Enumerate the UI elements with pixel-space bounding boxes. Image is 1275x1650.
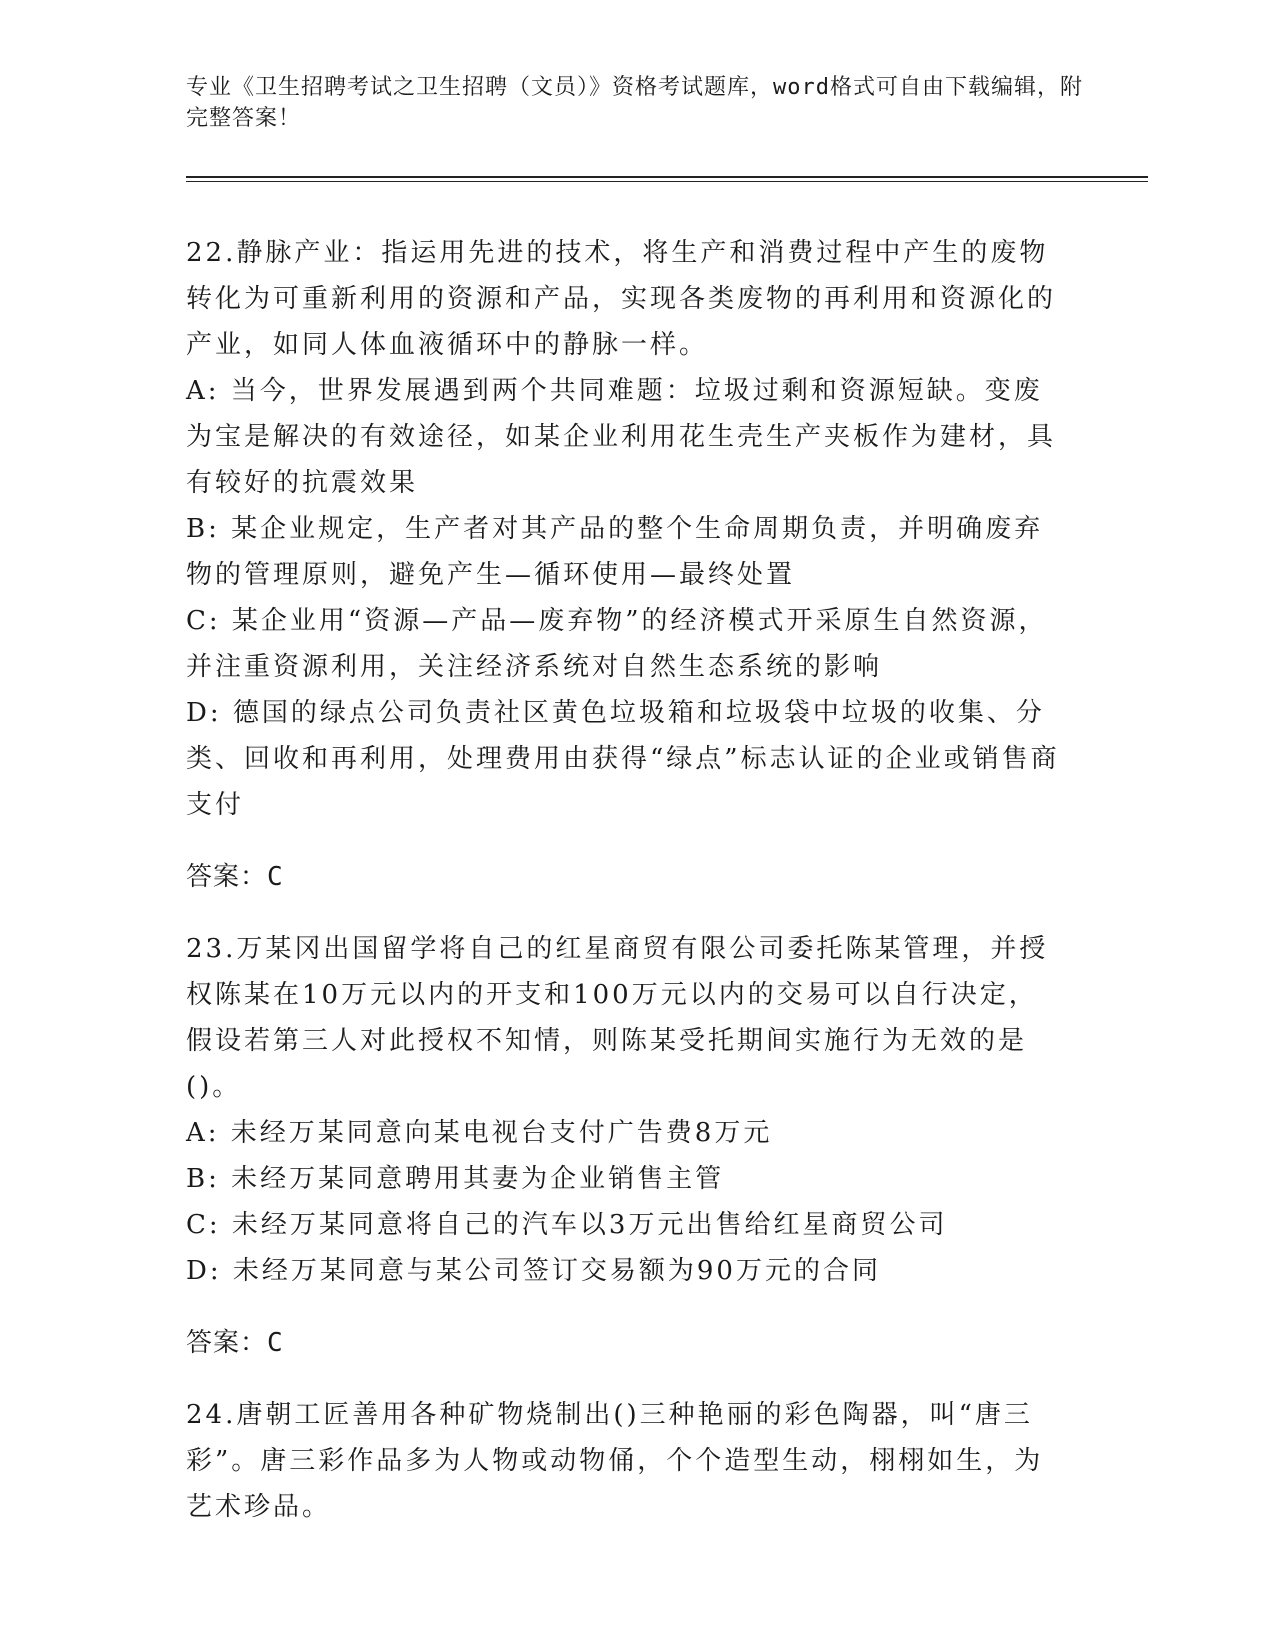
option-c: C: 未经万某同意将自己的汽车以3万元出售给红星商贸公司 bbox=[186, 1210, 948, 1240]
document-header bbox=[186, 72, 1086, 134]
option-a: A: 当今，世界发展遇到两个共同难题：垃圾过剩和资源短缺。变废为宝是解决的有效途径，如某企业利用花生壳生产夹板作为建材，具有较好的抗震效果 bbox=[186, 376, 1057, 498]
option-d: D: 德国的绿点公司负责社区黄色垃圾箱和垃圾袋中垃圾的收集、分类、回收和再利用，处理费用由获得“绿点”标志认证的企业或销售商支付 bbox=[186, 698, 1060, 820]
option-b: B: 未经万某同意聘用其妻为企业销售主管 bbox=[186, 1164, 725, 1194]
question-24 bbox=[186, 1392, 1066, 1530]
question-stem: 24.唐朝工匠善用各种矿物烧制出()三种艳丽的彩色陶器，叫“唐三彩”。唐三彩作品多为人物或动物俑，个个造型生动，栩栩如生，为艺术珍品。 bbox=[186, 1400, 1044, 1522]
question-23 bbox=[186, 926, 1066, 1366]
header-divider bbox=[186, 176, 1148, 182]
option-b: B: 某企业规定，生产者对其产品的整个生命周期负责，并明确废弃物的管理原则，避免产生—循环使用—最终处置 bbox=[186, 514, 1044, 590]
option-c: C: 某企业用“资源—产品—废弃物”的经济模式开采原生自然资源，并注重资源利用，关注经济系统对自然生态系统的影响 bbox=[186, 606, 1048, 682]
question-stem: 23.万某冈出国留学将自己的红星商贸有限公司委托陈某管理，并授权陈某在10万元以内的开支和100万元以内的交易可以自行决定，假设若第三人对此授权不知情，则陈某受托期间实施行为无效的是()。 bbox=[186, 934, 1049, 1102]
answer-line: 答案：C bbox=[186, 1328, 284, 1358]
question-stem: 22.静脉产业：指运用先进的技术，将生产和消费过程中产生的废物转化为可重新利用的资源和产品，实现各类废物的再利用和资源化的产业，如同人体血液循环中的静脉一样。 bbox=[186, 238, 1057, 360]
answer-line: 答案：C bbox=[186, 862, 284, 892]
question-list bbox=[186, 230, 1066, 1552]
option-a: A: 未经万某同意向某电视台支付广告费8万元 bbox=[186, 1118, 773, 1148]
header-text: 专业《卫生招聘考试之卫生招聘（文员）》资格考试题库，word格式可自由下载编辑，附完整答案！ bbox=[186, 75, 1083, 131]
option-d: D: 未经万某同意与某公司签订交易额为90万元的合同 bbox=[186, 1256, 881, 1286]
question-22 bbox=[186, 230, 1066, 900]
